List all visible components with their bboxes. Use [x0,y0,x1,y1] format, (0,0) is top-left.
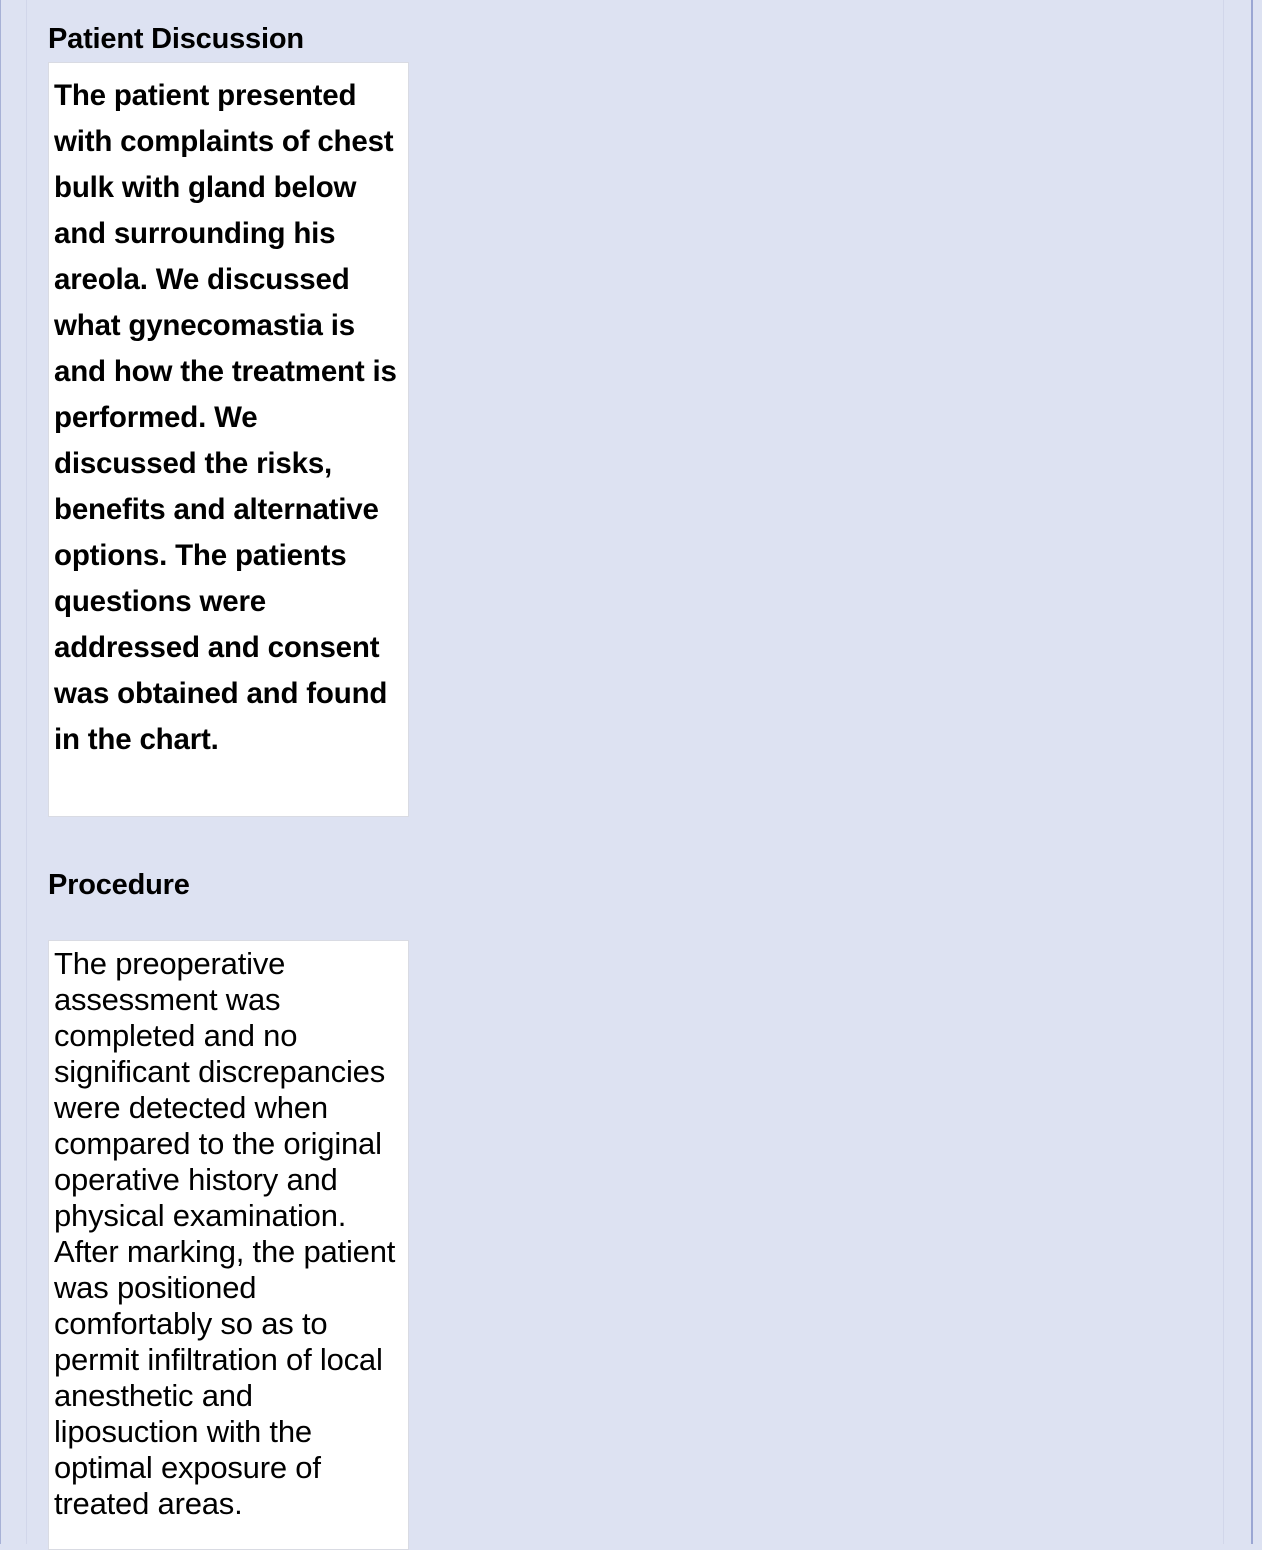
patient-discussion-text-field[interactable]: The patient presented with complaints of chest bulk with gland below and surrounding his areola. We discussed what gynecomastia is and how the treatment is performed. We discussed the risks, benefits and alternative options. The patients questions were addressed and consent was obtained and found in the chart. [48,62,409,817]
panel-right-border [1251,0,1253,1544]
procedure-text-field[interactable]: The preoperative assessment was completed and no significant discrepancies were detected when compared to the original operative history and physical examination. After marking, the patient was positioned comfortably so as to permit infiltration of local anesthetic and liposuction with the optimal exposure of treated areas. [48,940,409,1550]
panel-inner-right-border [1223,0,1224,1544]
patient-discussion-heading: Patient Discussion [48,23,304,55]
panel-inner-left-border [26,0,27,1544]
panel-left-border [0,0,1,1544]
procedure-heading: Procedure [48,869,190,901]
